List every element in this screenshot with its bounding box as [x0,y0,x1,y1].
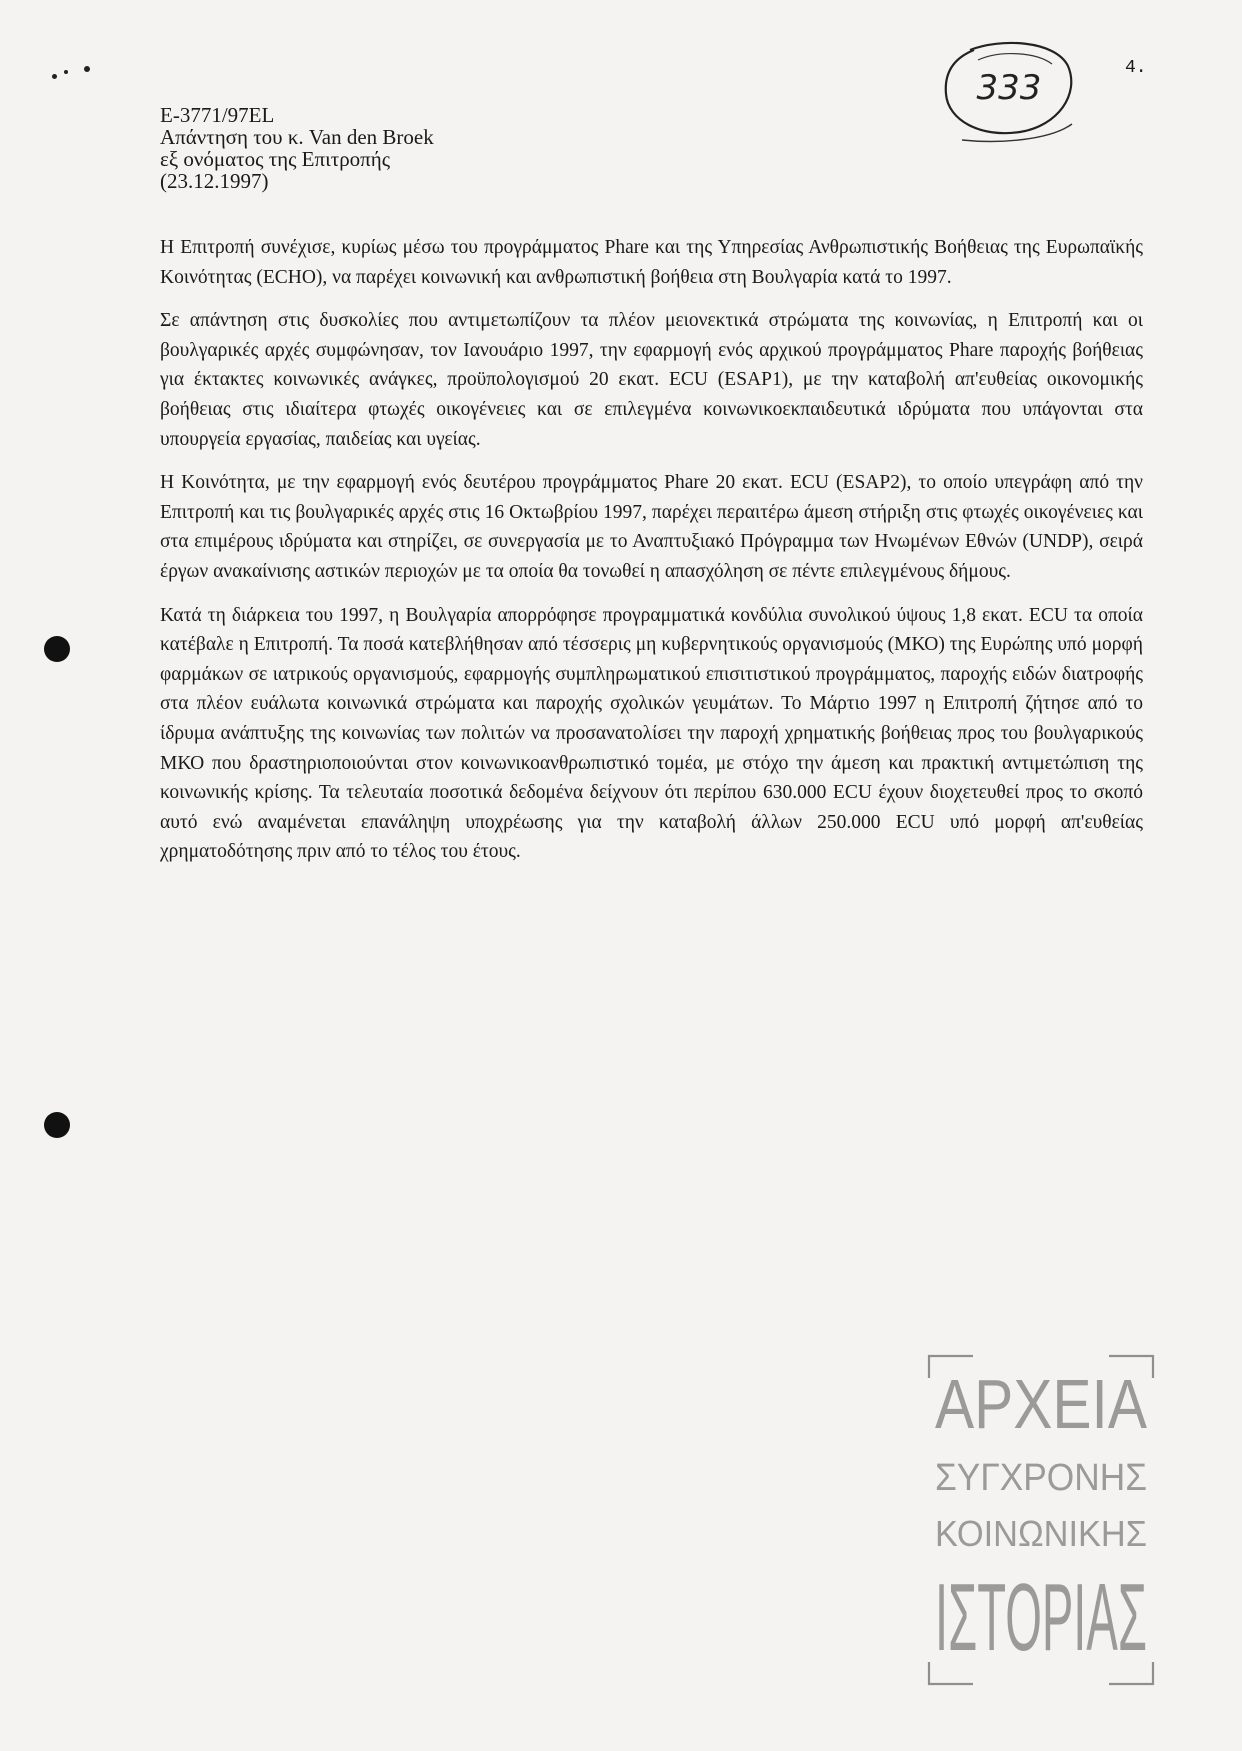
archive-logo [925,1350,1157,1690]
page-stamp [940,36,1078,144]
scan-speck [52,74,57,79]
reference-number: E-3771/97EL [160,103,275,127]
scan-speck [64,70,68,74]
paragraph-3: Η Κοινότητα, με την εφαρμογή ενός δευτέρου προγράμματος Phare 20 εκατ. ECU (ESAP2), το οποίο υπεγράφη από την Επιτροπή και τις βουλγαρικές αρχές στις 16 Οκτωβρίου 1997, παρέχει περαιτέρω άμεση στήριξη στις φτωχές οικογένειες και στα επιμέρους ιδρύματα και στηρίζει, σε συνεργασία με το Αναπτυξιακό Πρόγραμμα των Ηνωμένων Εθνών (UNDP), σειρά έργων ανακαίνισης αστικών περιοχών με τα οποία θα τονωθεί η απασχόληση σε πέντε επιλεγμένους δήμους. [160,472,1143,582]
archive-logo-line-4: ΙΣΤΟΡΙΑΣ [935,1564,1147,1671]
punch-hole [44,636,70,662]
archive-logo-line-3: ΚΟΙΝΩΝΙΚΗΣ [935,1513,1147,1554]
stamp-number: 333 [976,68,1042,108]
archive-logo-line-2: ΣΥΓΧΡΟΝΗΣ [935,1457,1147,1499]
punch-hole [44,1112,70,1138]
answer-date: (23.12.1997) [160,169,269,193]
answer-body [160,233,1143,881]
paragraph-1: Η Επιτροπή συνέχισε, κυρίως μέσω του προγράμματος Phare και της Υπηρεσίας Ανθρωπιστικής Βοήθειας της Ευρωπαϊκής Κοινότητας (ECHO), να παρέχει κοινωνική και ανθρωπιστική βοήθεια στη Βουλγαρία κατά το 1997. [160,237,1143,288]
on-behalf-of: εξ ονόματος της Επιτροπής [160,147,391,171]
paragraph-2: Σε απάντηση στις δυσκολίες που αντιμετωπίζουν τα πλέον μειονεκτικά στρώματα της κοινωνίας, η Επιτροπή και οι βουλγαρικές αρχές συμφώνησαν, τον Ιανουάριο 1997, την εφαρμογή ενός αρχικού προγράμματος Phare παροχής βοήθειας για έκτακτες κοινωνικές ανάγκες, προϋπολογισμού 20 εκατ. ECU (ESAP1), με την καταβολή απ'ευθείας οικονομικής βοήθειας στις ιδιαίτερα φτωχές οικογένειες και σε επιλεγμένα κοινωνικοεκπαιδευτικά ιδρύματα που υπάγονται στα υπουργεία εργασίας, παιδείας και υγείας. [160,310,1143,450]
page-number: 4. [1125,58,1147,78]
scan-speck [84,66,90,72]
reference-block [160,104,434,192]
archive-logo-line-1: ΑΡΧΕΙΑ [935,1365,1148,1443]
answer-by: Απάντηση του κ. Van den Broek [160,125,434,149]
paragraph-4: Κατά τη διάρκεια του 1997, η Βουλγαρία απορρόφησε προγραμματικά κονδύλια συνολικού ύψους 1,8 εκατ. ECU τα οποία κατέβαλε η Επιτροπή. Τα ποσά κατεβλήθησαν από τέσσερις μη κυβερνητικούς οργανισμούς (ΜΚΟ) της Ευρώπης υπό μορφή φαρμάκων σε ιατρικούς οργανισμούς, εφαρμογής συμπληρωματικού επισιτιστικού προγράμματος, παροχής ειδών διατροφής στα πλέον ευάλωτα κοινωνικά στρώματα και παροχής σχολικών γευμάτων. Το Μάρτιο 1997 η Επιτροπή ζήτησε από το ίδρυμα ανάπτυξης της κοινωνίας των πολιτών να προσανατολίσει την παροχή χρηματικής βοήθειας προς του βουλγαρικούς ΜΚΟ που δραστηριοποιούνται στον κοινωνικοανθρωπιστικό τομέα, με στόχο την άμεση και πρακτική αντιμετώπιση της κοινωνικής κρίσης. Τα τελευταία ποσοτικά δεδομένα δείχνουν ότι περίπου 630.000 ECU έχουν διοχετευθεί προς το σκοπό αυτό ενώ αναμένεται επανάληψη υποχρέωσης για την καταβολή άλλων 250.000 ECU υπό μορφή απ'ευθείας χρηματοδότησης πριν από το τέλος του έτους. [160,604,1143,863]
